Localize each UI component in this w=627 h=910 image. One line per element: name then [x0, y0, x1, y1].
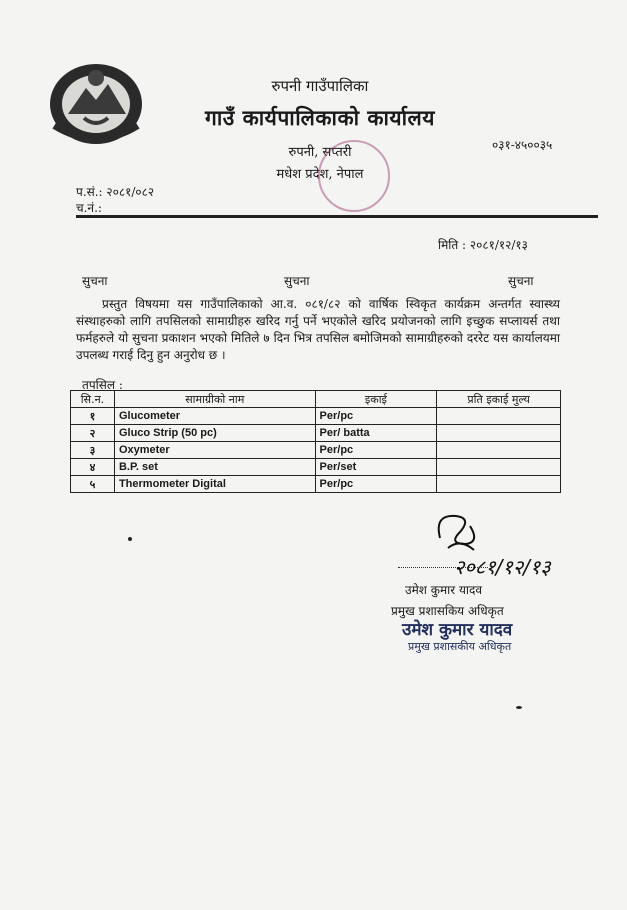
row-unit: Per/ batta	[315, 425, 437, 442]
row-unit: Per/pc	[315, 442, 437, 459]
stamp-designation: प्रमुख प्रशासकीय अधिकृत	[408, 640, 512, 653]
row-price	[437, 459, 561, 476]
office-province: मधेश प्रदेश, नेपाल	[276, 167, 364, 182]
dispatch-number: च.नं.:	[76, 201, 102, 215]
table-row	[71, 408, 561, 425]
stamp-name: उमेश कुमार यादव	[402, 620, 513, 640]
row-item: B.P. set	[114, 459, 315, 476]
row-serial: १	[71, 408, 115, 425]
items-table	[70, 390, 561, 493]
signatory-name: उमेश कुमार यादव	[405, 583, 483, 597]
table-row	[71, 425, 561, 442]
table-label: तपसिल :	[82, 378, 123, 392]
table-row	[71, 459, 561, 476]
government-emblem-icon	[46, 56, 146, 148]
handwritten-signature	[420, 508, 570, 584]
header-price: प्रति इकाई मुल्य	[437, 391, 561, 408]
row-serial: ४	[71, 459, 115, 476]
row-price	[437, 476, 561, 493]
letter-number: प.सं.: २०८१/०८२	[76, 185, 155, 199]
ink-speck	[128, 537, 132, 541]
notice-label-center: सुचना	[284, 274, 310, 288]
header-divider	[76, 215, 598, 218]
signature-date: २०८१/१२/१३	[454, 555, 551, 579]
letter-date: मिति : २०८१/१२/१३	[438, 238, 528, 252]
office-title: गाउँ कार्यपालिकाको कार्यालय	[205, 105, 435, 130]
row-price	[437, 408, 561, 425]
table-row	[71, 442, 561, 459]
municipality-name: रुपनी गाउँपालिका	[271, 77, 369, 95]
row-price	[437, 442, 561, 459]
header-item: सामाग्रीको नाम	[114, 391, 315, 408]
header-serial: सि.न.	[71, 391, 115, 408]
row-item: Gluco Strip (50 pc)	[114, 425, 315, 442]
office-location: रुपनी, सप्तरी	[288, 145, 352, 160]
notice-label-left: सुचना	[82, 274, 108, 288]
signature-line	[398, 567, 488, 568]
row-item: Oxymeter	[114, 442, 315, 459]
signatory-designation: प्रमुख प्रशासकिय अधिकृत	[391, 604, 504, 618]
table-header-row	[71, 391, 561, 408]
office-round-stamp	[318, 140, 390, 212]
notice-label-right: सुचना	[508, 274, 534, 288]
row-serial: ३	[71, 442, 115, 459]
row-serial: २	[71, 425, 115, 442]
row-unit: Per/pc	[315, 476, 437, 493]
row-price	[437, 425, 561, 442]
row-item: Glucometer	[114, 408, 315, 425]
ink-speck	[516, 706, 522, 709]
notice-body: प्रस्तुत विषयमा यस गाउँपालिकाको आ.व. ०८१/८२ को वार्षिक स्विकृत कार्यक्रम अन्तर्गत स्वास्थ्य संस्थाहरुको लागि तपसिलको सामाग्रीहरु खरिद गर्नु पर्ने भएकोले खरिद प्रयोजनको लागि इच्छुक सप्लायर्स तथा फर्महरुले यो सुचना प्रकाशन भएको मितिले ७ दिन भित्र तपसिल बमोजिमको सामाग्रीहरुको दररेट यस कार्यालयमा उपलब्ध गराई दिनु हुन अनुरोध छ ।	[76, 297, 560, 362]
row-unit: Per/pc	[315, 408, 437, 425]
row-item: Thermometer Digital	[114, 476, 315, 493]
table-row	[71, 476, 561, 493]
row-unit: Per/set	[315, 459, 437, 476]
phone-number: ०३१-४५००३५	[492, 138, 553, 152]
header-unit: इकाई	[315, 391, 437, 408]
row-serial: ५	[71, 476, 115, 493]
